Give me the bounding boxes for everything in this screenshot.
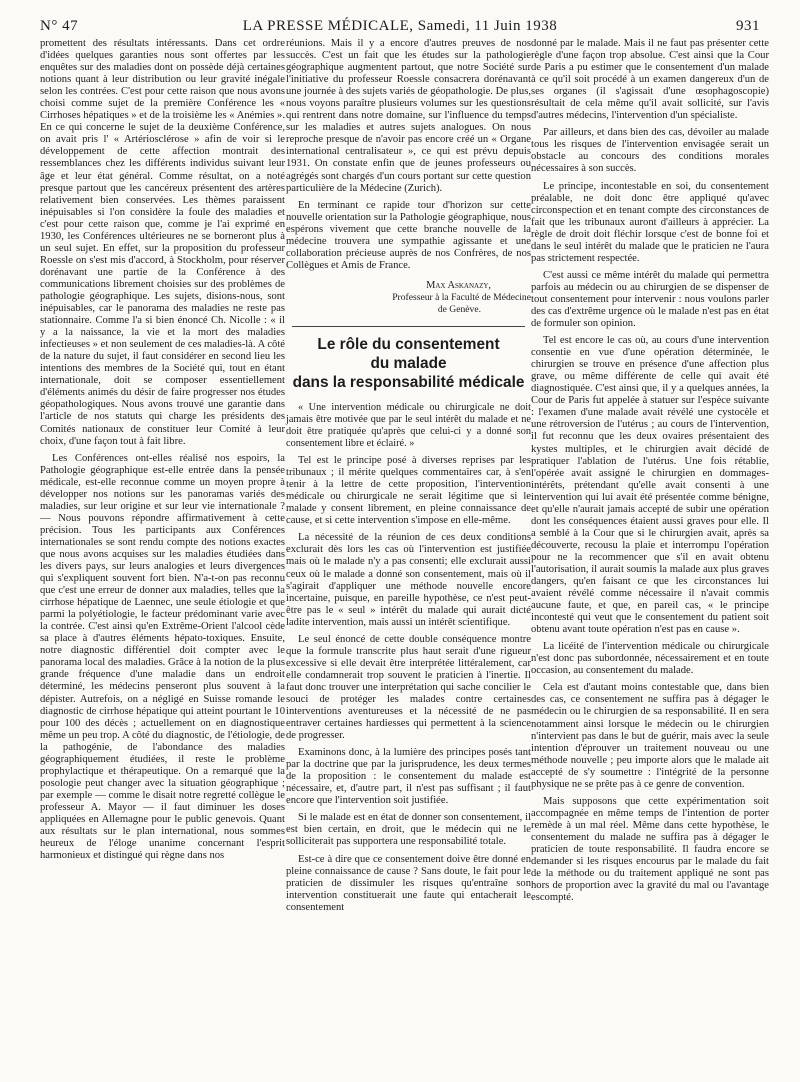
paragraph: La nécessité de la réunion de ces deux conditions exclurait dès lors les cas où l'intervention est justifiée mais où le malade n'y a pas consenti; elle exclurait aussi ceux où le malade a donné son consentement, mais où il s'agirait d'appliquer une méthode nouvelle encore incertaine, puisque, en pareille hypothèse, ce n'est peut-être pas le « seul » intérêt du malade qui aurait dicté ladite intervention, mais aussi un intérêt scientifique.	[286, 532, 531, 628]
column-3	[531, 38, 769, 904]
issue-number: N° 47	[40, 18, 79, 34]
paragraph: Par ailleurs, et dans bien des cas, dévoiler au malade tous les risques de l'intervention envisagée serait un obstacle au concours des conditions morales nécessaires à son succès.	[531, 127, 769, 175]
paragraph: Cela est d'autant moins contestable que, dans bien des cas, ce consentement ne suffira pas à dégager le médecin ou le chirurgien de sa responsabilité. Il en sera notamment ainsi lorsque le médecin ou le chirurgien n'intervient pas dans le but de guérir, mais avec la seule intention d'éprouver un traitement nouveau ou une méthode nouvelle ; peu importe alors que le malade ait accepté de s'y soumettre : l'intégrité de la personne physique ne se prête pas à ce genre de convention.	[531, 682, 769, 790]
paragraph: En terminant ce rapide tour d'horizon sur cette nouvelle orientation sur la Pathologie géographique, nous espérons vivement que cette branche nouvelle de la médecine trouvera une sympathie agissante et une collaboration précieuse auprès de nos Confrères, de nos Collègues et Amis de France.	[286, 199, 531, 271]
section-divider	[292, 326, 525, 327]
article-title-line: Le rôle du consentement	[317, 335, 500, 353]
journal-title: LA PRESSE MÉDICALE, Samedi, 11 Juin 1938	[242, 18, 558, 34]
paragraph: Examinons donc, à la lumière des principes posés tant par la doctrine que par la jurisprudence, les deux termes de la proposition : le consentement du malade est nécessaire, et, d'autre part, il n'est pas suffisant ; il faut encore que l'intervention soit justifiée.	[286, 747, 531, 807]
column-1	[40, 38, 285, 862]
epigraph-quote	[286, 402, 531, 450]
paragraph: Tel est le principe posé à diverses reprises par les tribunaux ; il mérite quelques commentaires car, à s'en tenir à la lettre de cette proposition, l'intervention médicale ou chirurgicale ne serait légitime que si le malade y consent librement, en pleine connaissance de cause, et si cette intervention s'impose en elle-même.	[286, 455, 531, 527]
paragraph: Le seul énoncé de cette double conséquence montre que la formule transcrite plus haut serait d'une rigueur excessive si elle devait être interprétée littéralement, car elle condamnerait trop souvent le praticien à l'inertie. Il faut donc trouver une interprétation qui sache concilier le souci de protéger les malades contre certaines interventions aventureuses et la nécessité de ne pas entraver certaines hardiesses qui permettent à la science de progresser.	[286, 633, 531, 742]
paragraph: Les Conférences ont-elles réalisé nos espoirs, la Pathologie géographique est-elle entrée dans la pensée médicale, est-elle reconnue comme un moyen propre à développer nos notions sur les panoramas variés des maladies, sur leur origine et sur leur vie internationale ? — Nous pouvons répondre affirmativement à cette précision. Tous les participants aux Conférences internationales se sont rendu compte des notions exactes que nous avons acquises sur les maladies étudiées dans les divers pays, sur leurs analogies et leurs divergences qui s'expliquent souvent fort bien. N'a-t-on pas reconnu que c'est une erreur de donner aux maladies, telles que la cirrhose hépatique de Laennec, une seule étiologie et que parmi la polyétiologie, le facteur prédominant varie avec la contrée. C'est ainsi qu'en Extrême-Orient l'alcool cède sa place à d'autres éléments hépato-toxiques. Ensuite, notre diagnostic différentiel doit compter avec le panorama local des maladies. Grâce à la notion de la plus grande fréquence d'une maladie dans un endroit déterminé, les médecins penseront plus souvent à la dépister. Autrefois, on a négligé en Suisse romande le diagnostic de cirrhose hépatique qui atteint pourtant le 10 pour 100 des décès ; actuellement on en diagnostique même un peu trop. A côté du diagnostic, de l'étiologie, de la pathogénie, de l'abondance des maladies géographiquement étudiées, il reste le problème prophylactique et thérapeutique. On a remarqué que la posologie peut changer avec la situation géographique ; par exemple — comme le disait notre regretté collègue le professeur A. Mayor — il faut diminuer les doses appliquées en Allemagne pour le public genevois. Quant aux résultats sur le plan international, nous sommes heureux de l'éloge unanime concernant l'esprit harmonieux et distingué qui règne dans nos	[40, 452, 285, 862]
page-header	[40, 14, 760, 36]
paragraph: Tel est encore le cas où, au cours d'une intervention consentie en vue d'une opération déterminée, le chirurgien se trouve en présence d'une affection plus grave, ou même différente de celle qui avait été diagnostiquée. C'est ainsi que, il y a quelques années, la Cour de Paris fut appelée à statuer sur l'espèce suivante : l'examen d'une malade avait révélé une cystocèle et une rétroversion de l'utérus ; au cours de l'intervention, il fut reconnu que les deux ovaires présentaient des kystes multiples, et le chirurgien avait décidé de pratiquer l'ablation de l'utérus. Une fois rétablie, l'opérée avait assigné le chirurgien en dommages-intérêts, prétendant qu'elle avait consenti à une intervention qui lui avait été présentée comme bénigne, et qu'elle n'aurait jamais accepté de subir une opération dont les conséquences étaient aussi graves pour elle. Il a semblé à la Cour que si le chirurgien avait, après sa découverte, recousu la plaie et interrompu l'opération pour ne la recommencer que s'il en avait obtenu l'autorisation, il aurait soumis la malade aux plus graves dangers, qu'en faisant ce que les circonstances lui avaient révélé comme nécessaire il n'avait commis aucune faute, et que, en pareil cas, « le principe incontesté qui veut que le consentement du patient soit obtenu avant toute opération n'est pas en cause ».	[531, 335, 769, 636]
paragraph: réunions. Mais il y a encore d'autres preuves de nos succès. C'est un fait que les études sur la pathologie géographique augmentent partout, que notre Société sur l'initiative du professeur Roessle consacrera dorénavant une journée à des sujets variés de géopathologie. De plus, nous voyons paraître plusieurs volumes sur les questions qui rentrent dans notre domaine, sur l'influence du temps sur les maladies et autres sujets analogues. On nous reproche presque de n'avoir pas encore créé un « Organe international centralisateur », ce qui est prévu depuis 1931. On constate enfin que de jeunes professeurs ou agrégés sont chargés d'un cours portant sur cette question particulière de la Médecine (Zurich).	[286, 38, 531, 194]
quote-text: « Une intervention médicale ou chirurgicale ne doit jamais être motivée que par le seul intérêt du malade et ne doit être pratiquée qu'après que celui-ci y a donné son consentement libre et éclairé. »	[286, 401, 531, 450]
article-title-line: du malade	[370, 354, 447, 372]
column-2	[286, 38, 531, 914]
signature-block	[286, 280, 531, 316]
author-affiliation: Professeur à la Faculté de Médecine	[392, 291, 531, 303]
paragraph: Si le malade est en état de donner son consentement, il est bien certain, en droit, que le médecin qui ne le solliciterait pas supportera une responsabilité totale.	[286, 812, 531, 848]
paragraph: La licéité de l'intervention médicale ou chirurgicale n'est donc pas subordonnée, nécessairement et en toute occasion, au consentement du malade.	[531, 641, 769, 677]
paragraph: Le principe, incontestable en soi, du consentement préalable, ne doit donc être appliqué qu'avec circonspection et en tenant compte des circonstances de fait que les tribunaux auront d'ailleurs à apprécier. La règle de droit doit fléchir lorsque c'est de bonne foi et dans le seul intérêt du malade que le praticien ne l'aura pas strictement respectée.	[531, 180, 769, 264]
paragraph: donné par le malade. Mais il ne faut pas présenter cette règle d'une façon trop absolue. C'est ainsi que la Cour de Paris a pu estimer que le consentement d'un malade à ce qu'il soit procédé à un examen dangereux d'un de ses organes (il s'agissait d'une œsophagoscopie) résultait de cela même qu'il avait sollicité, sur l'avis d'autres médecins, l'intervention d'un spécialiste.	[531, 38, 769, 122]
article-title-line: dans la responsabilité médicale	[292, 373, 525, 391]
page-number: 931	[736, 18, 760, 34]
paragraph: Mais supposons que cette expérimentation soit accompagnée en même temps de l'intention de porter remède à un mal réel. Même dans cette hypothèse, le consentement du malade ne suffira pas à dégager le praticien de toute responsabilité. Il faudra encore se demander si les risques encourus par le malade du fait de la méthode ou du traitement appliqué ne sont pas hors de proportion avec la gravité du mal ou l'avantage escompté.	[531, 795, 769, 904]
paragraph: promettent des résultats intéressants. Dans cet ordre d'idées quelques garanties nous sont offertes par les enquêtes sur des maladies dont on possède déjà certaines notions quant à leur distribution ou leur gravité inégale selon les contrées. C'est pour cette raison que nous avons choisi comme sujet de la première Conférence les « Cirrhoses hépatiques » et de la troisième les « Anémies ». En ce qui concerne le sujet de la deuxième Conférence, on avait pris l' « Artériosclérose » afin de voir si le développement de cette affection montrait des ressemblances chez les différents individus suivant leur âge et leur état général. Comme résultat, on a noté presque partout que les cancéreux présentent des artères relativement bien conservées. Les thèmes paraissent inépuisables si l'on considère la foule des maladies et c'est pour cette raison que, comme je l'ai exprimé en 1930, les Conférences ultérieures ne se borneront plus à un seul sujet. En effet, sur la proposition du professeur Roessle on s'est mis d'accord, à Stockholm, pour réserver dorénavant une partie de la Conférence à des communications librement choisies sur des problèmes de pathologie géographique. Les sujets, disions-nous, sont inépuisables, car le panorama des maladies ne reste pas stationnaire. Comme l'a si bien énoncé Ch. Nicolle : « il y a la naissance, la vie et la mort des maladies infectieuses » et non seulement de ces maladies-là. A côté de la nature du sujet, il faut considérer en second lieu les intentions des membres de la Société qui, tout en étant internationale, doit se composer essentiellement d'éléments animés du désir de faire progresser nos études géopathologiques. Nous avons trouvé une garantie dans l'article de nos statuts qui charge les présidents des Comités nationaux de constituer leur Comité à leur choix, d'une façon tout à fait libre.	[40, 38, 285, 447]
article-title	[286, 335, 531, 392]
author-city: de Genève.	[437, 303, 481, 315]
paragraph: Est-ce à dire que ce consentement doive être donné en pleine connaissance de cause ? Sans doute, le fait pour le praticien de dissimuler les risques qu'entraîne son intervention constituerait une faute qui entacherait le consentement	[286, 853, 531, 913]
paragraph: C'est aussi ce même intérêt du malade qui permettra parfois au médecin ou au chirurgien de se dispenser de tout consentement pour intervenir : nous voulons parler des cas d'extrême urgence où le malade n'est pas en état de formuler son opinion.	[531, 269, 769, 330]
author-name: Max Askanazy,	[426, 279, 491, 291]
